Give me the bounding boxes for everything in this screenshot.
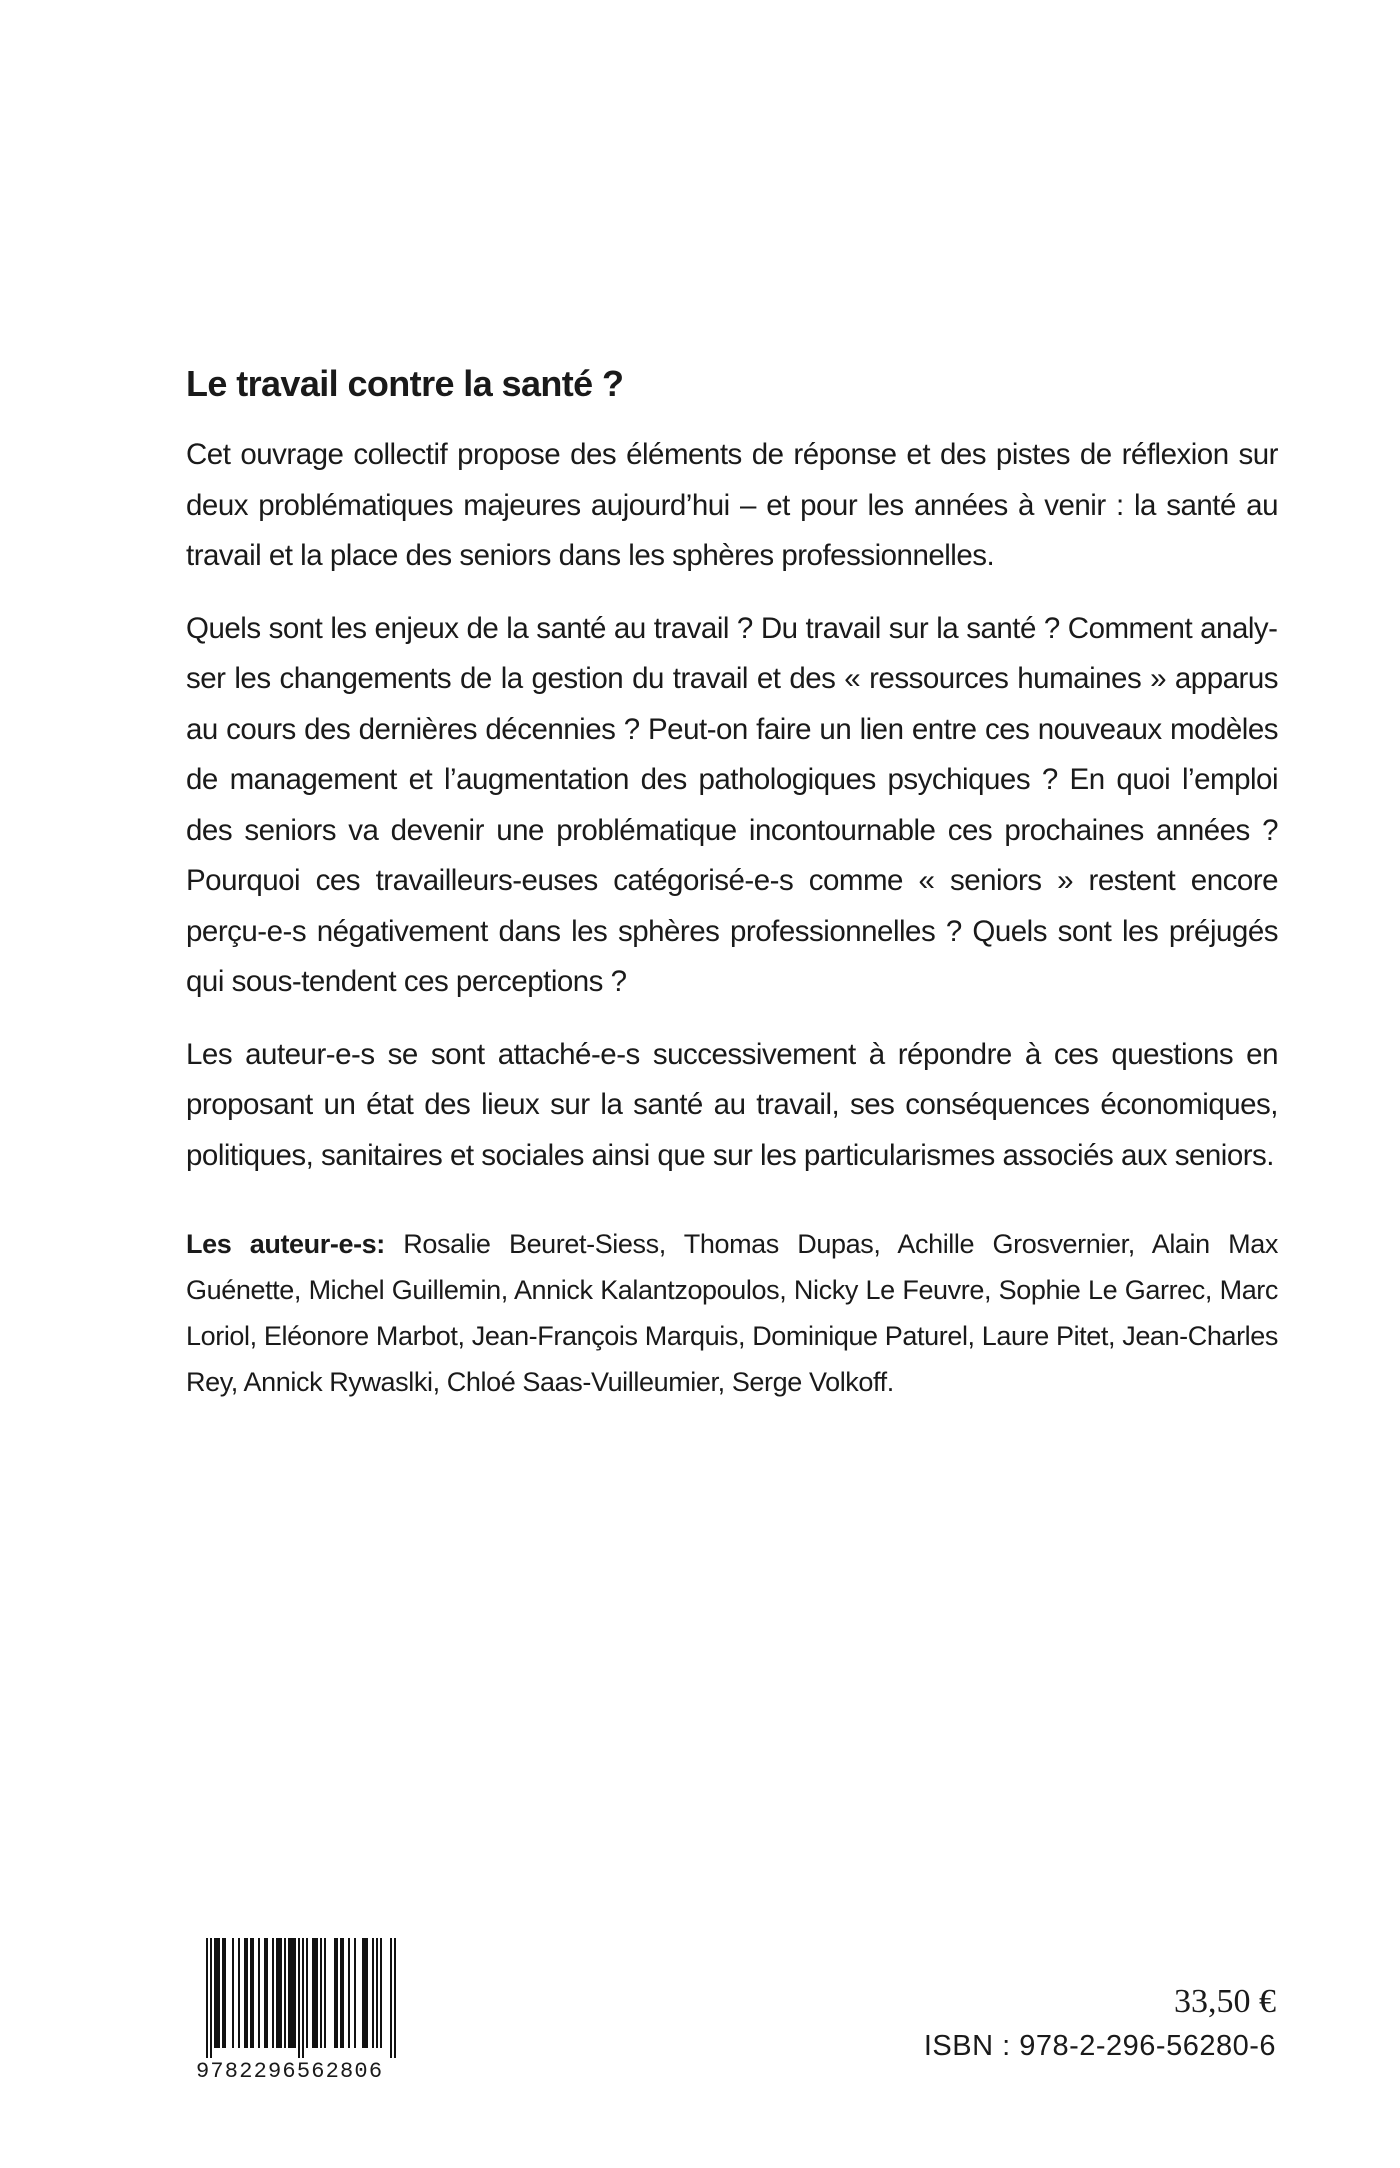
barcode-bar — [280, 1938, 282, 2048]
barcode-bar — [314, 1938, 316, 2048]
barcode-bar — [276, 1938, 278, 2048]
barcode — [196, 1938, 428, 2084]
barcode-bar — [272, 1938, 274, 2048]
barcode-bar — [376, 1938, 378, 2048]
barcode-bar — [320, 1938, 322, 2048]
paragraph-authors-approach: Les auteur-e-s se sont attaché-e-s successivement à répondre à ces questions en proposant un état des lieux sur la santé au travail, ses conséquences économiques, politiques, sanitaires et sociales ainsi que sur les particularismes associés aux seniors. — [186, 1037, 1278, 1172]
barcode-bar — [312, 1938, 314, 2048]
barcode-bar — [324, 1938, 326, 2048]
barcode-digits: 9782296562806 — [196, 2059, 384, 2084]
barcode-bar — [232, 1938, 234, 2048]
barcode-bar — [340, 1938, 342, 2048]
barcode-bar — [210, 1938, 212, 2058]
barcode-bar — [214, 1938, 216, 2048]
barcode-bar — [294, 1938, 296, 2048]
barcode-bar — [266, 1938, 268, 2048]
authors-label: Les auteur-e-s: — [186, 1229, 385, 1259]
barcode-bar — [390, 1938, 392, 2058]
barcode-bar — [334, 1938, 336, 2048]
barcode-bar — [348, 1938, 350, 2048]
barcode-bar — [238, 1938, 240, 2048]
barcode-bar — [364, 1938, 366, 2048]
barcode-bar — [342, 1938, 344, 2048]
barcode-bar — [288, 1938, 290, 2048]
barcode-bar — [366, 1938, 368, 2048]
barcode-bar — [306, 1938, 308, 2048]
barcode-bar — [252, 1938, 254, 2048]
barcode-bar — [302, 1938, 304, 2058]
isbn: ISBN : 978-2-296-56280-6 — [923, 2030, 1276, 2062]
barcode-bar — [316, 1938, 318, 2048]
barcode-bar — [362, 1938, 364, 2048]
barcode-bar — [284, 1938, 286, 2048]
barcode-bar — [250, 1938, 252, 2048]
barcode-bars — [196, 1938, 412, 2058]
back-cover-text — [186, 360, 1278, 1405]
barcode-bar — [246, 1938, 248, 2048]
barcode-bar — [290, 1938, 292, 2048]
barcode-bar — [206, 1938, 208, 2058]
barcode-bar — [222, 1938, 224, 2048]
barcode-bar — [394, 1938, 396, 2058]
barcode-bar — [216, 1938, 218, 2048]
price: 33,50 € — [1174, 1983, 1276, 2020]
authors-names: Rosalie Beuret-Siess, Thomas Dupas, Achille Grosvernier, Alain Max Guénette, Michel Guillemin, Annick Kalantzopoulos, Nicky Le Feuvre, Sophie Le Garrec, Marc Loriol, Eléonore Marbot, Jean-François Marquis, Dominique Paturel, Laure Pitet, Jean-Charles Rey, Annick Rywaslki, Chloé Saas-Vuilleumier, Serge Volkoff. — [186, 1229, 1278, 1397]
authors-list — [186, 1221, 1278, 1405]
barcode-bar — [380, 1938, 382, 2048]
barcode-bar — [354, 1938, 356, 2048]
paragraph-intro: Cet ouvrage collectif propose des éléments de réponse et des pistes de réflexion sur deux problématiques majeures aujourd’hui – et pour les années à venir : la santé au travail et la place des seniors dans les sphères professionnelles. — [186, 438, 1278, 572]
barcode-bar — [244, 1938, 246, 2048]
barcode-bar — [278, 1938, 280, 2048]
barcode-bar — [372, 1938, 374, 2048]
barcode-bar — [264, 1938, 266, 2048]
paragraph-questions: Quels sont les enjeux de la santé au travail ? Du travail sur la santé ? Comment analyser les changements de la gestion du travail et des « ressources humaines » apparus au cours des dernières décennies ? Peut-on faire un lien entre ces nouveaux modèles de management et l’augmentation des pathologiques psychiques ? En quoi l’emploi des seniors va devenir une problématique incontournable ces prochaines années ? Pourquoi ces travailleurs-euses catégorisé-e-s comme « seniors » restent encore perçu-e-s négativement dans les sphères professionnelles ? Quels sont les préjugés qui sous-tendent ces perceptions ? — [186, 611, 1278, 998]
barcode-bar — [336, 1938, 338, 2048]
barcode-bar — [224, 1938, 226, 2048]
barcode-bar — [258, 1938, 260, 2048]
barcode-bar — [292, 1938, 294, 2048]
barcode-bar — [218, 1938, 220, 2048]
book-title: Le travail contre la santé ? — [186, 363, 624, 404]
barcode-bar — [298, 1938, 300, 2058]
